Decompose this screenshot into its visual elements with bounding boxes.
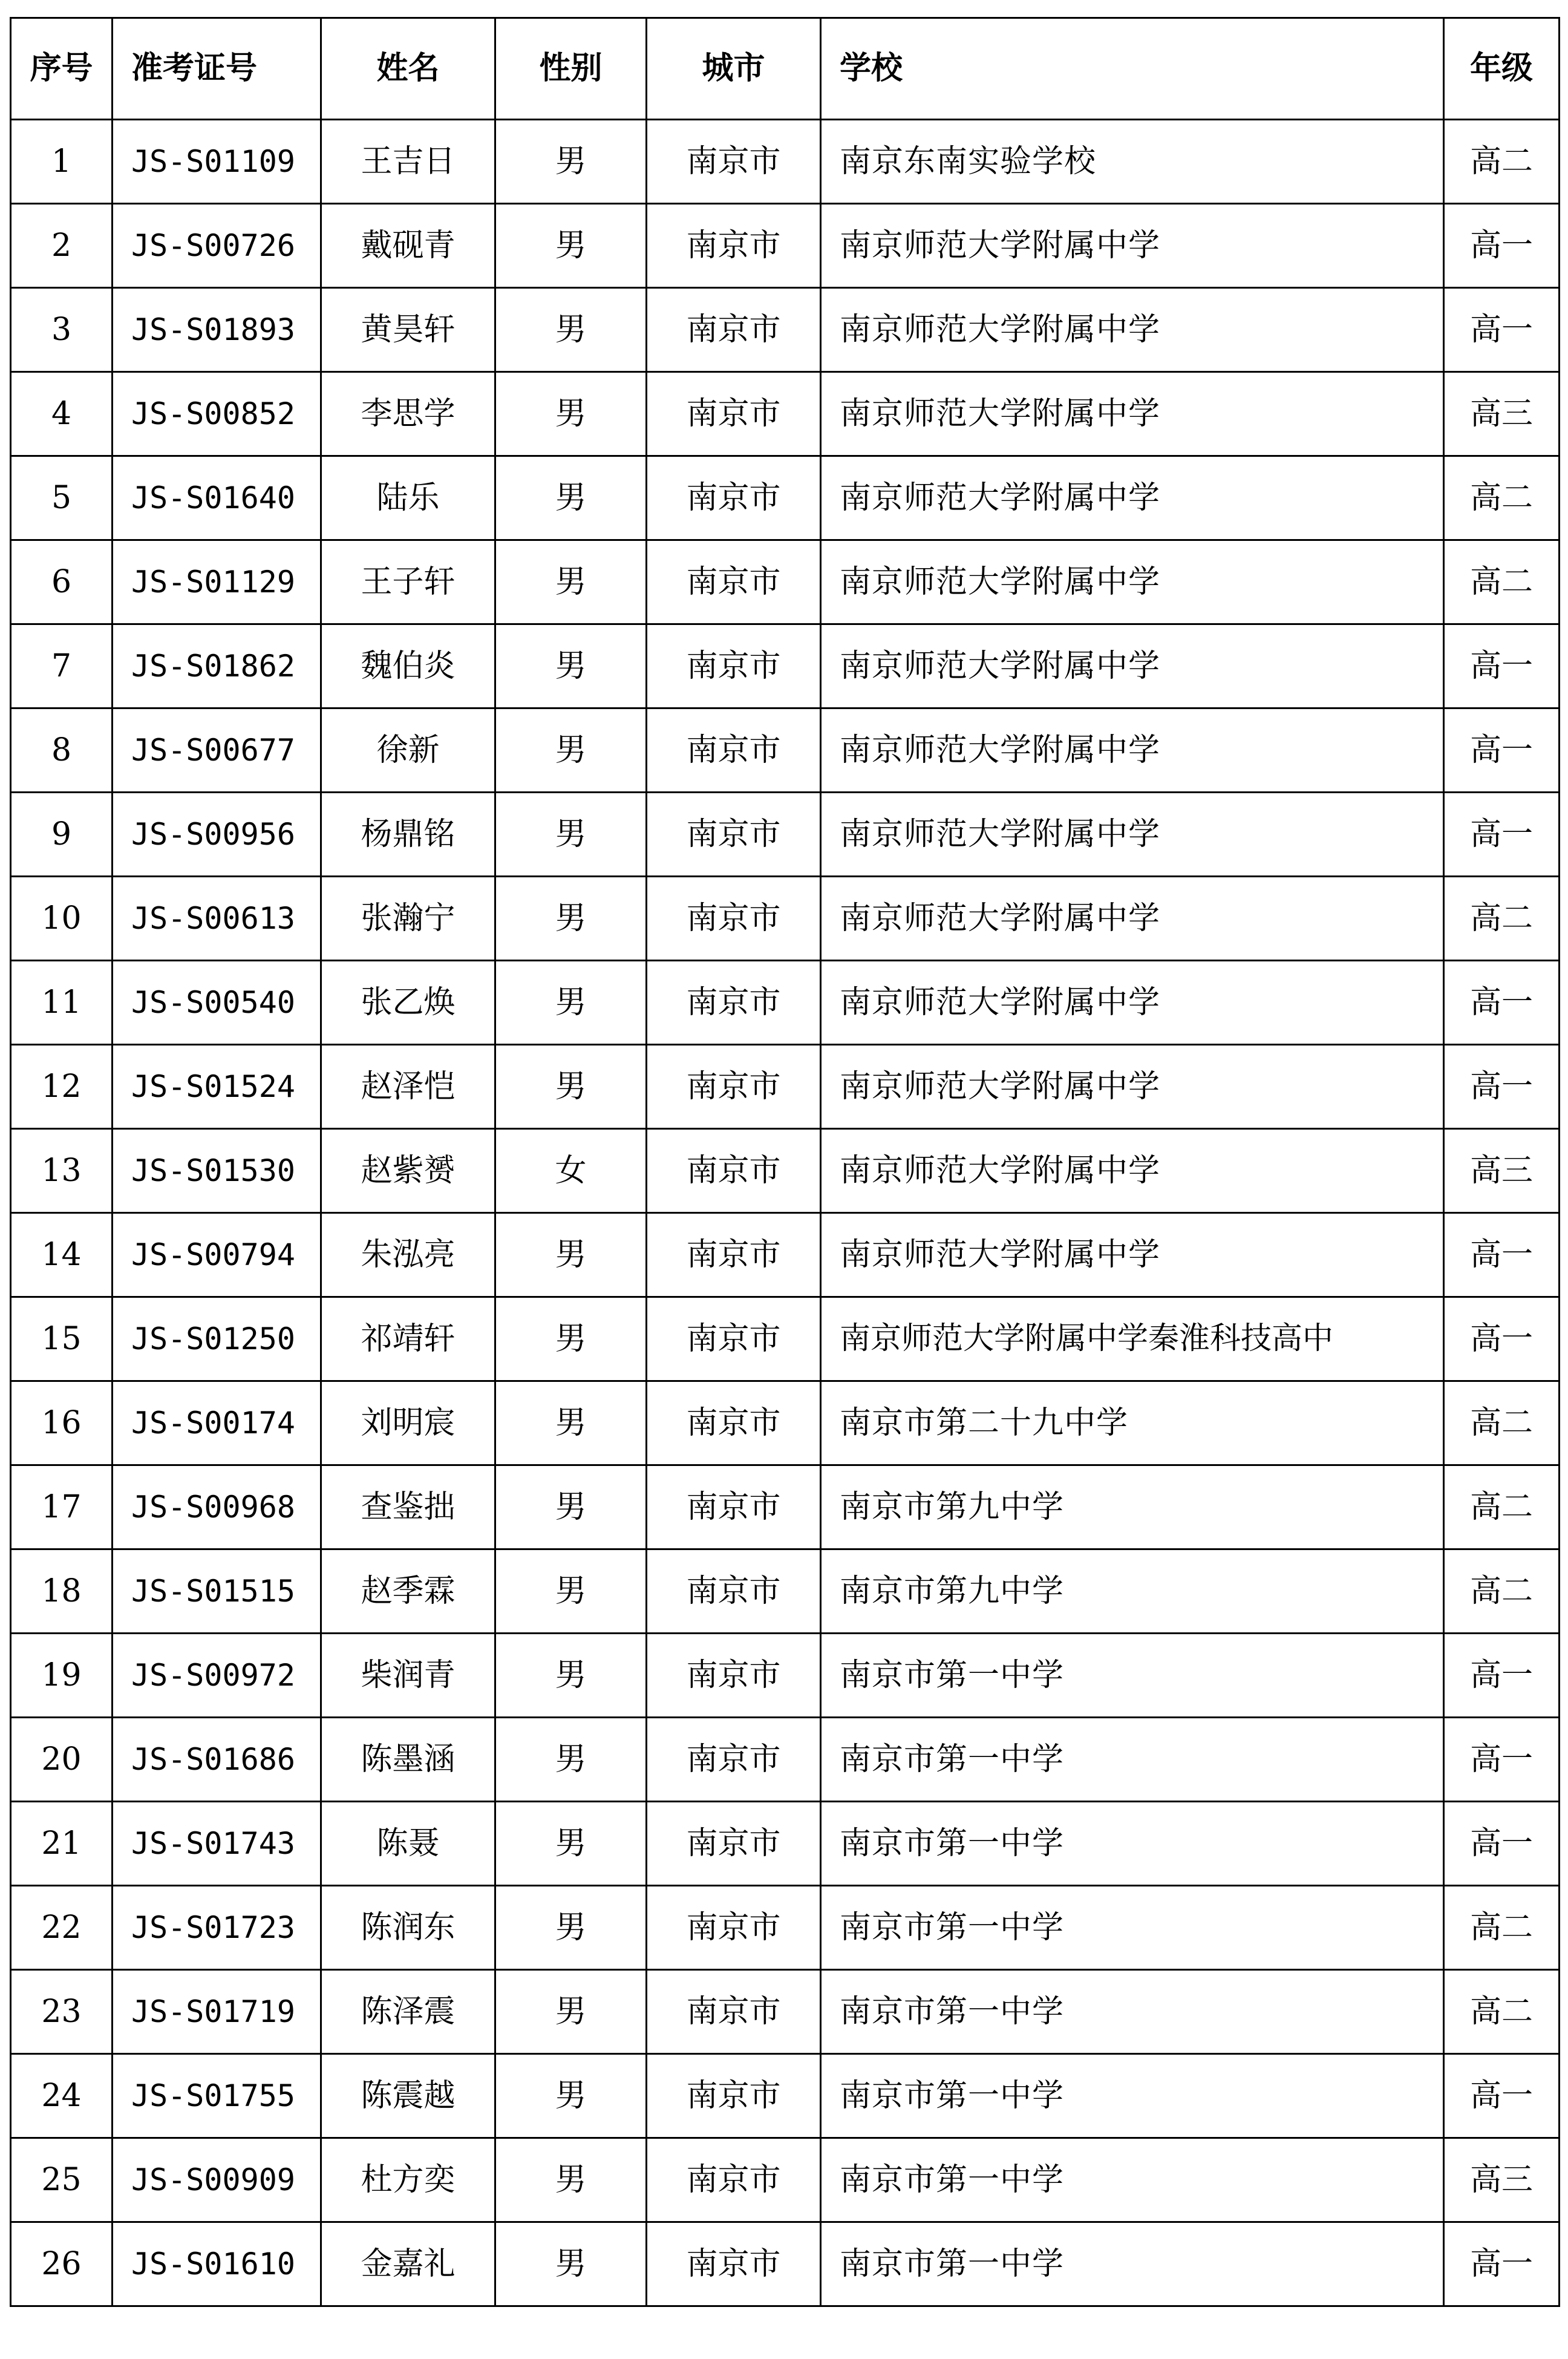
cell-name: 赵季霖	[321, 1549, 495, 1634]
cell-school: 南京师范大学附属中学	[821, 793, 1444, 877]
cell-exam-id: JS-S01250	[113, 1297, 321, 1381]
cell-gender: 女	[495, 1129, 647, 1213]
roster-sheet	[10, 17, 1558, 2307]
cell-exam-id: JS-S00613	[113, 877, 321, 961]
cell-exam-id: JS-S01862	[113, 624, 321, 708]
cell-seq: 14	[11, 1213, 113, 1297]
cell-school: 南京市第一中学	[821, 1634, 1444, 1718]
table-row	[11, 120, 1560, 204]
cell-seq: 10	[11, 877, 113, 961]
table-row	[11, 1129, 1560, 1213]
cell-exam-id: JS-S00972	[113, 1634, 321, 1718]
cell-name: 魏伯炎	[321, 624, 495, 708]
cell-school: 南京师范大学附属中学	[821, 961, 1444, 1045]
cell-gender: 男	[495, 1718, 647, 1802]
cell-name: 黄昊轩	[321, 288, 495, 372]
cell-seq: 21	[11, 1802, 113, 1886]
cell-exam-id: JS-S01755	[113, 2054, 321, 2138]
cell-gender: 男	[495, 1213, 647, 1297]
cell-city: 南京市	[647, 540, 821, 624]
cell-name: 李思学	[321, 372, 495, 456]
table-row	[11, 1297, 1560, 1381]
cell-gender: 男	[495, 1886, 647, 1970]
cell-grade: 高一	[1444, 1213, 1560, 1297]
table-row	[11, 540, 1560, 624]
cell-exam-id: JS-S00852	[113, 372, 321, 456]
cell-name: 陈墨涵	[321, 1718, 495, 1802]
cell-city: 南京市	[647, 1802, 821, 1886]
cell-name: 张乙焕	[321, 961, 495, 1045]
cell-exam-id: JS-S01893	[113, 288, 321, 372]
cell-school: 南京师范大学附属中学	[821, 1129, 1444, 1213]
cell-school: 南京市第一中学	[821, 2054, 1444, 2138]
cell-city: 南京市	[647, 1718, 821, 1802]
header-seq: 序号	[11, 18, 113, 120]
cell-name: 赵泽恺	[321, 1045, 495, 1129]
cell-school: 南京师范大学附属中学	[821, 204, 1444, 288]
cell-exam-id: JS-S01515	[113, 1549, 321, 1634]
table-row	[11, 961, 1560, 1045]
cell-school: 南京师范大学附属中学	[821, 456, 1444, 540]
cell-exam-id: JS-S00794	[113, 1213, 321, 1297]
table-row	[11, 2054, 1560, 2138]
cell-gender: 男	[495, 120, 647, 204]
cell-exam-id: JS-S00174	[113, 1381, 321, 1465]
cell-city: 南京市	[647, 2054, 821, 2138]
table-row	[11, 1465, 1560, 1549]
cell-name: 赵紫赟	[321, 1129, 495, 1213]
cell-city: 南京市	[647, 1465, 821, 1549]
table-row	[11, 1045, 1560, 1129]
cell-city: 南京市	[647, 1297, 821, 1381]
cell-seq: 15	[11, 1297, 113, 1381]
table-row	[11, 708, 1560, 793]
table-row	[11, 1718, 1560, 1802]
cell-grade: 高一	[1444, 793, 1560, 877]
cell-grade: 高一	[1444, 2222, 1560, 2306]
cell-name: 王子轩	[321, 540, 495, 624]
cell-gender: 男	[495, 2054, 647, 2138]
cell-seq: 11	[11, 961, 113, 1045]
header-gender: 性别	[495, 18, 647, 120]
cell-seq: 5	[11, 456, 113, 540]
cell-gender: 男	[495, 708, 647, 793]
cell-name: 杨鼎铭	[321, 793, 495, 877]
table-row	[11, 793, 1560, 877]
cell-seq: 17	[11, 1465, 113, 1549]
cell-gender: 男	[495, 961, 647, 1045]
cell-gender: 男	[495, 1634, 647, 1718]
cell-gender: 男	[495, 2222, 647, 2306]
cell-city: 南京市	[647, 1549, 821, 1634]
table-row	[11, 372, 1560, 456]
cell-exam-id: JS-S01610	[113, 2222, 321, 2306]
cell-grade: 高二	[1444, 1970, 1560, 2054]
cell-seq: 19	[11, 1634, 113, 1718]
cell-city: 南京市	[647, 793, 821, 877]
cell-exam-id: JS-S00677	[113, 708, 321, 793]
cell-seq: 3	[11, 288, 113, 372]
header-school: 学校	[821, 18, 1444, 120]
cell-gender: 男	[495, 288, 647, 372]
table-row	[11, 1802, 1560, 1886]
roster-body	[11, 120, 1560, 2306]
cell-school: 南京师范大学附属中学	[821, 877, 1444, 961]
cell-city: 南京市	[647, 120, 821, 204]
cell-seq: 24	[11, 2054, 113, 2138]
cell-exam-id: JS-S00956	[113, 793, 321, 877]
cell-city: 南京市	[647, 1381, 821, 1465]
cell-seq: 18	[11, 1549, 113, 1634]
cell-name: 杜方奕	[321, 2138, 495, 2222]
cell-city: 南京市	[647, 1634, 821, 1718]
cell-seq: 2	[11, 204, 113, 288]
cell-grade: 高一	[1444, 1802, 1560, 1886]
table-row	[11, 1886, 1560, 1970]
cell-school: 南京东南实验学校	[821, 120, 1444, 204]
cell-name: 王吉日	[321, 120, 495, 204]
cell-gender: 男	[495, 793, 647, 877]
cell-city: 南京市	[647, 1045, 821, 1129]
table-row	[11, 288, 1560, 372]
cell-seq: 7	[11, 624, 113, 708]
table-row	[11, 2138, 1560, 2222]
cell-city: 南京市	[647, 2222, 821, 2306]
cell-exam-id: JS-S00726	[113, 204, 321, 288]
cell-gender: 男	[495, 204, 647, 288]
cell-school: 南京师范大学附属中学	[821, 1045, 1444, 1129]
cell-name: 戴砚青	[321, 204, 495, 288]
cell-city: 南京市	[647, 288, 821, 372]
cell-grade: 高一	[1444, 1634, 1560, 1718]
cell-gender: 男	[495, 1970, 647, 2054]
cell-seq: 22	[11, 1886, 113, 1970]
cell-school: 南京市第九中学	[821, 1549, 1444, 1634]
cell-gender: 男	[495, 877, 647, 961]
cell-grade: 高二	[1444, 1465, 1560, 1549]
cell-city: 南京市	[647, 204, 821, 288]
cell-school: 南京师范大学附属中学	[821, 624, 1444, 708]
cell-seq: 16	[11, 1381, 113, 1465]
cell-gender: 男	[495, 2138, 647, 2222]
table-row	[11, 1970, 1560, 2054]
header-city: 城市	[647, 18, 821, 120]
cell-seq: 25	[11, 2138, 113, 2222]
cell-school: 南京市第二十九中学	[821, 1381, 1444, 1465]
cell-exam-id: JS-S01686	[113, 1718, 321, 1802]
cell-grade: 高一	[1444, 624, 1560, 708]
cell-name: 祁靖轩	[321, 1297, 495, 1381]
header-grade: 年级	[1444, 18, 1560, 120]
cell-city: 南京市	[647, 2138, 821, 2222]
table-row	[11, 1381, 1560, 1465]
cell-city: 南京市	[647, 1213, 821, 1297]
cell-grade: 高二	[1444, 540, 1560, 624]
cell-exam-id: JS-S00968	[113, 1465, 321, 1549]
header-exam-id: 准考证号	[113, 18, 321, 120]
cell-seq: 13	[11, 1129, 113, 1213]
header-row	[11, 18, 1560, 120]
cell-seq: 1	[11, 120, 113, 204]
cell-school: 南京市第一中学	[821, 1970, 1444, 2054]
cell-grade: 高一	[1444, 2054, 1560, 2138]
cell-grade: 高二	[1444, 1549, 1560, 1634]
table-row	[11, 2222, 1560, 2306]
cell-city: 南京市	[647, 624, 821, 708]
cell-name: 金嘉礼	[321, 2222, 495, 2306]
cell-grade: 高一	[1444, 1045, 1560, 1129]
cell-city: 南京市	[647, 1129, 821, 1213]
cell-city: 南京市	[647, 877, 821, 961]
cell-school: 南京师范大学附属中学	[821, 708, 1444, 793]
table-row	[11, 877, 1560, 961]
cell-name: 陈润东	[321, 1886, 495, 1970]
cell-seq: 8	[11, 708, 113, 793]
cell-gender: 男	[495, 1381, 647, 1465]
cell-gender: 男	[495, 1297, 647, 1381]
cell-name: 陈泽震	[321, 1970, 495, 2054]
cell-exam-id: JS-S01524	[113, 1045, 321, 1129]
cell-name: 柴润青	[321, 1634, 495, 1718]
cell-seq: 4	[11, 372, 113, 456]
cell-name: 陆乐	[321, 456, 495, 540]
cell-school: 南京市第一中学	[821, 2138, 1444, 2222]
cell-gender: 男	[495, 456, 647, 540]
cell-seq: 12	[11, 1045, 113, 1129]
cell-exam-id: JS-S00540	[113, 961, 321, 1045]
cell-exam-id: JS-S01640	[113, 456, 321, 540]
cell-exam-id: JS-S01719	[113, 1970, 321, 2054]
cell-grade: 高三	[1444, 1129, 1560, 1213]
cell-gender: 男	[495, 624, 647, 708]
cell-school: 南京师范大学附属中学秦淮科技高中	[821, 1297, 1444, 1381]
cell-name: 朱泓亮	[321, 1213, 495, 1297]
cell-seq: 6	[11, 540, 113, 624]
cell-school: 南京师范大学附属中学	[821, 1213, 1444, 1297]
table-row	[11, 1634, 1560, 1718]
cell-school: 南京市第一中学	[821, 1886, 1444, 1970]
header-name: 姓名	[321, 18, 495, 120]
cell-school: 南京市第九中学	[821, 1465, 1444, 1549]
cell-grade: 高一	[1444, 708, 1560, 793]
cell-name: 查鉴拙	[321, 1465, 495, 1549]
cell-school: 南京市第一中学	[821, 2222, 1444, 2306]
cell-grade: 高一	[1444, 288, 1560, 372]
cell-grade: 高一	[1444, 204, 1560, 288]
cell-school: 南京师范大学附属中学	[821, 372, 1444, 456]
cell-grade: 高三	[1444, 2138, 1560, 2222]
cell-city: 南京市	[647, 1886, 821, 1970]
cell-gender: 男	[495, 1802, 647, 1886]
cell-gender: 男	[495, 1549, 647, 1634]
cell-gender: 男	[495, 1465, 647, 1549]
cell-grade: 高一	[1444, 1718, 1560, 1802]
table-row	[11, 1213, 1560, 1297]
cell-seq: 20	[11, 1718, 113, 1802]
cell-city: 南京市	[647, 708, 821, 793]
table-row	[11, 204, 1560, 288]
table-row	[11, 1549, 1560, 1634]
cell-city: 南京市	[647, 372, 821, 456]
cell-grade: 高一	[1444, 1297, 1560, 1381]
cell-exam-id: JS-S01530	[113, 1129, 321, 1213]
cell-grade: 高二	[1444, 1381, 1560, 1465]
cell-seq: 23	[11, 1970, 113, 2054]
cell-seq: 9	[11, 793, 113, 877]
table-row	[11, 624, 1560, 708]
cell-name: 张瀚宁	[321, 877, 495, 961]
table-row	[11, 456, 1560, 540]
cell-grade: 高一	[1444, 961, 1560, 1045]
cell-gender: 男	[495, 540, 647, 624]
cell-name: 陈震越	[321, 2054, 495, 2138]
cell-grade: 高二	[1444, 1886, 1560, 1970]
roster-table	[10, 17, 1560, 2307]
cell-grade: 高二	[1444, 456, 1560, 540]
cell-gender: 男	[495, 1045, 647, 1129]
cell-exam-id: JS-S01723	[113, 1886, 321, 1970]
cell-name: 徐新	[321, 708, 495, 793]
cell-school: 南京市第一中学	[821, 1718, 1444, 1802]
cell-exam-id: JS-S00909	[113, 2138, 321, 2222]
cell-grade: 高三	[1444, 372, 1560, 456]
cell-city: 南京市	[647, 1970, 821, 2054]
cell-gender: 男	[495, 372, 647, 456]
cell-school: 南京市第一中学	[821, 1802, 1444, 1886]
cell-school: 南京师范大学附属中学	[821, 288, 1444, 372]
cell-school: 南京师范大学附属中学	[821, 540, 1444, 624]
cell-seq: 26	[11, 2222, 113, 2306]
cell-city: 南京市	[647, 456, 821, 540]
cell-exam-id: JS-S01129	[113, 540, 321, 624]
cell-grade: 高二	[1444, 877, 1560, 961]
cell-name: 刘明宸	[321, 1381, 495, 1465]
cell-name: 陈聂	[321, 1802, 495, 1886]
cell-grade: 高二	[1444, 120, 1560, 204]
cell-city: 南京市	[647, 961, 821, 1045]
cell-exam-id: JS-S01109	[113, 120, 321, 204]
cell-exam-id: JS-S01743	[113, 1802, 321, 1886]
